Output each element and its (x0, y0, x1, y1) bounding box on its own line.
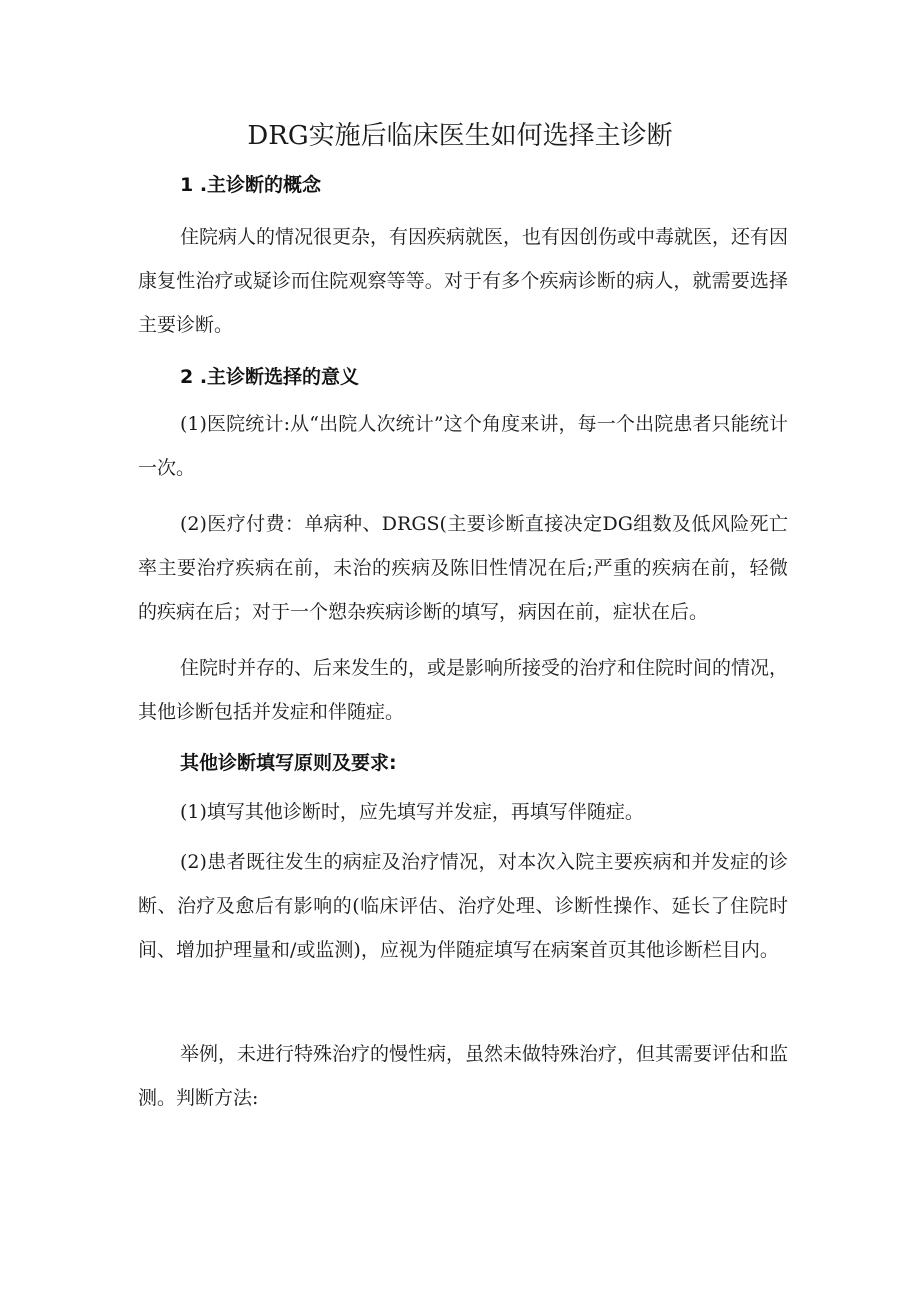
paragraph-medical-payment: (2)医疗付费：单病种、DRGS(主要诊断直接决定DG组数及低风险死亡率主要治疗疾病在前，未治的疾病及陈旧性情况在后;严重的疾病在前，轻微的疾病在后；对于一个愬杂疾病诊断的填写，病因在前，症状在后。 (138, 513, 788, 623)
document-title: DRG实施后临床医生如何选择主诊断 (247, 121, 673, 151)
paragraph-concept: 住院病人的情况很更杂，有因疾病就医，也有因创伤或中毒就医，还有因康复性治疗或疑诊而住院观察等等。对于有多个疾病诊断的病人，就需要选择主要诊断。 (138, 226, 789, 336)
paragraph-hospital-statistics: (1)医院统计:从“出院人次统计”这个角度来讲，每一个出院患者只能统计一次。 (138, 413, 788, 479)
section-heading-significance: 2 .主诊断选择的意义 (180, 366, 360, 388)
section-heading-concept: 1 .主诊断的概念 (180, 174, 322, 196)
section-heading-other-diagnosis-rules: 其他诊断填写原则及要求: (180, 752, 397, 774)
paragraph-example: 举例，未进行特殊治疗的慢性病，虽然未做特殊治疗，但其需要评估和监测。判断方法: (138, 1043, 789, 1109)
paragraph-other-diagnosis-definition: 住院时并存的、后来发生的，或是影响所接受的治疗和住院时间的情况，其他诊断包括并发症和伴随症。 (138, 657, 789, 723)
paragraph-rule-1: (1)填写其他诊断时，应先填写并发症，再填写伴随症。 (180, 801, 644, 823)
paragraph-rule-2: (2)患者既往发生的病症及治疗情况，对本次入院主要疾病和并发症的诊断、治疗及愈后有影响的(临床评估、治疗处理、诊断性操作、延长了住院时间、增加护理量和/或监测)，应视为伴随症填写在病案首页其他诊断栏目内。 (138, 851, 788, 961)
